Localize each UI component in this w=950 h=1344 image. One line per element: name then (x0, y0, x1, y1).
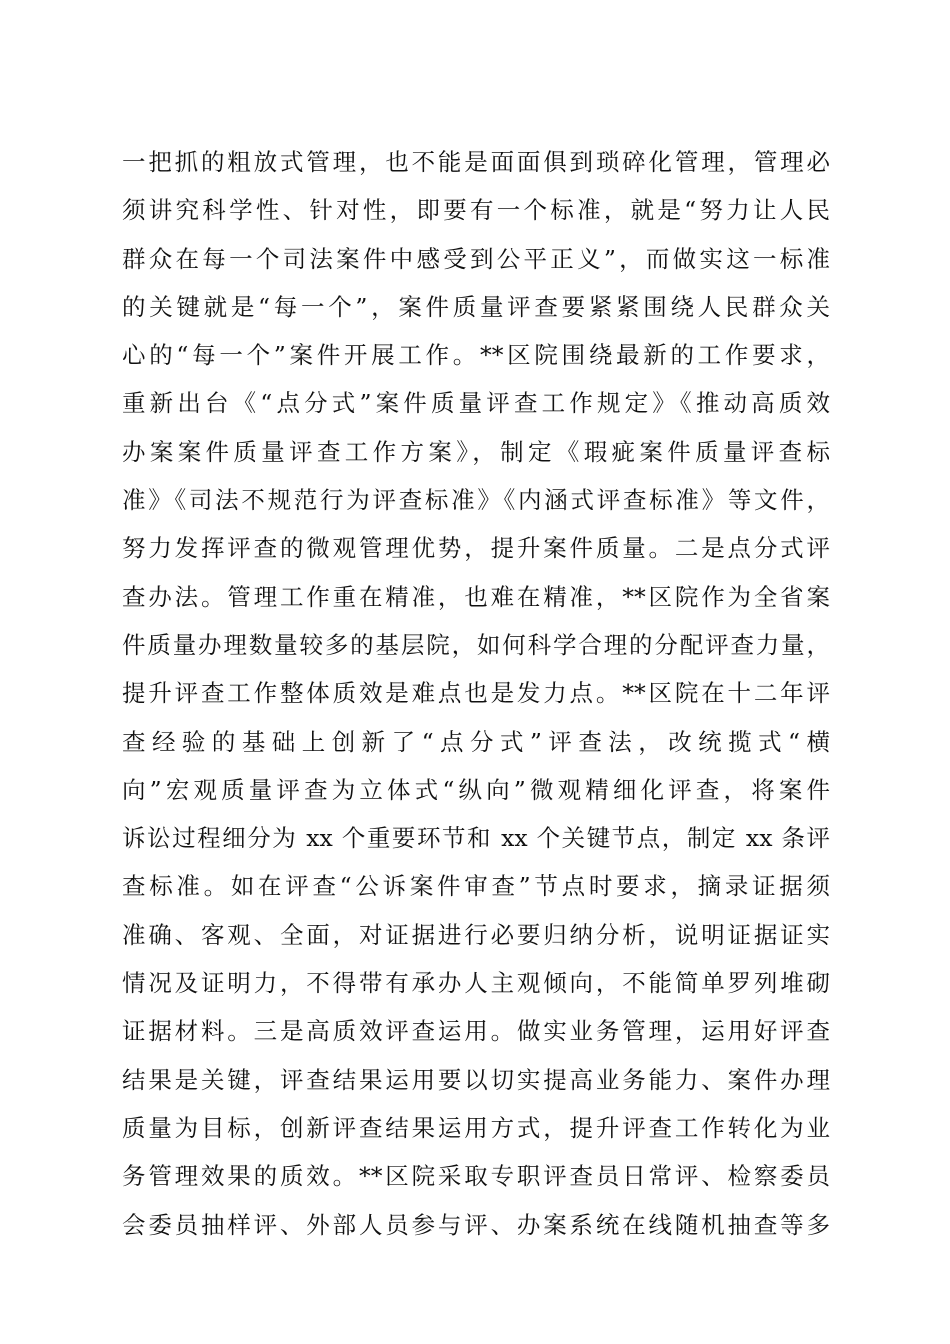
text-line-22: 务管理效果的质效。**区院采取专职评查员日常评、检察委员 (122, 1162, 830, 1191)
text-line-5: 心的“每一个”案件开展工作。**区院围绕最新的工作要求， (122, 341, 830, 370)
text-line-23: 会委员抽样评、外部人员参与评、办案系统在线随机抽查等多 (122, 1210, 830, 1239)
text-line-4: 的关键就是“每一个”，案件质量评查要紧紧围绕人民群众关 (122, 292, 830, 321)
body-paragraph (122, 138, 830, 1249)
text-line-13: 查经验的基础上创新了“点分式”评查法，改统揽式“横 (122, 727, 830, 756)
text-line-2: 须讲究科学性、针对性，即要有一个标准，就是“努力让人民 (122, 196, 830, 225)
text-line-1: 一把抓的粗放式管理，也不能是面面俱到琐碎化管理，管理必 (122, 148, 830, 176)
text-line-21: 质量为目标，创新评查结果运用方式，提升评查工作转化为业 (122, 1113, 830, 1142)
text-line-6: 重新出台《“点分式”案件质量评查工作规定》《推动高质效 (122, 389, 830, 418)
text-line-3: 群众在每一个司法案件中感受到公平正义”，而做实这一标准 (122, 244, 830, 273)
text-line-20: 结果是关键，评查结果运用要以切实提高业务能力、案件办理 (122, 1065, 830, 1094)
text-line-10: 查办法。管理工作重在精准，也难在精准，**区院作为全省案 (122, 582, 830, 611)
text-line-8: 准》《司法不规范行为评查标准》《内涵式评查标准》等文件， (122, 486, 830, 515)
text-line-16: 查标准。如在评查“公诉案件审查”节点时要求，摘录证据须 (122, 872, 830, 901)
text-line-11: 件质量办理数量较多的基层院，如何科学合理的分配评查力量， (122, 630, 830, 659)
text-line-9: 努力发挥评查的微观管理优势，提升案件质量。二是点分式评 (122, 534, 830, 563)
text-line-15: 诉讼过程细分为 xx 个重要环节和 xx 个关键节点，制定 xx 条评 (122, 824, 830, 853)
text-line-17: 准确、客观、全面，对证据进行必要归纳分析，说明证据证实 (122, 920, 830, 949)
text-line-12: 提升评查工作整体质效是难点也是发力点。**区院在十二年评 (122, 679, 830, 708)
text-line-18: 情况及证明力，不得带有承办人主观倾向，不能简单罗列堆砌 (122, 969, 830, 998)
text-line-14: 向”宏观质量评查为立体式“纵向”微观精细化评查，将案件 (122, 775, 830, 804)
text-line-19: 证据材料。三是高质效评查运用。做实业务管理，运用好评查 (122, 1017, 830, 1046)
text-line-7: 办案案件质量评查工作方案》，制定《瑕疵案件质量评查标 (122, 437, 830, 466)
